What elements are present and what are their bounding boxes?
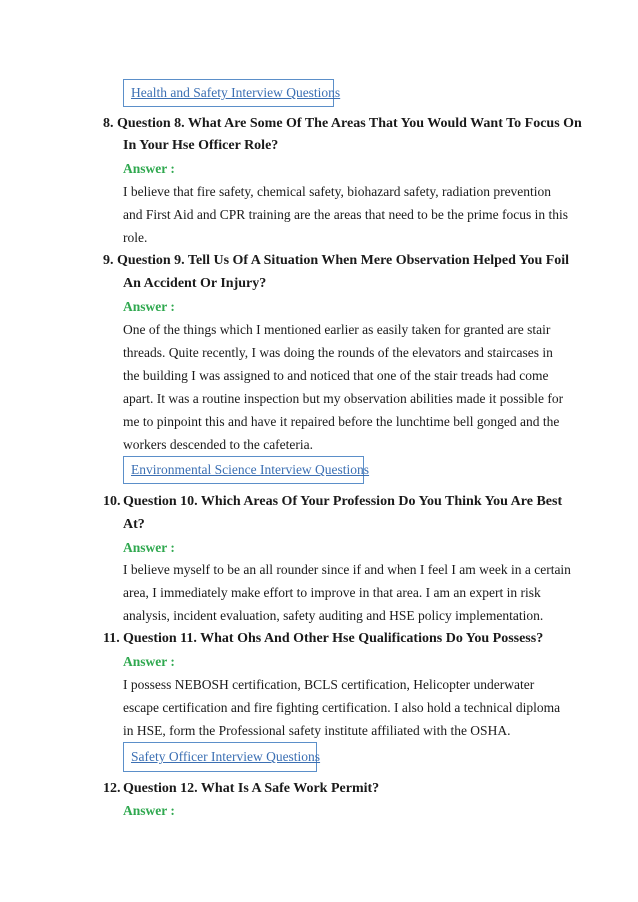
question-number: 12. [103, 781, 121, 796]
answer-text: I believe that fire safety, chemical safety, biohazard safety, radiation prevention [123, 184, 552, 199]
answer-text: apart. It was a routine inspection but my observation abilities made it possible for [123, 391, 564, 406]
answer-text: I believe myself to be an all rounder since if and when I feel I am week in a certain [123, 562, 571, 577]
answer-text: escape certification and fire fighting certification. I also hold a technical diploma [123, 700, 561, 715]
question-number: 10. [103, 494, 121, 509]
answer-label: Answer : [123, 803, 175, 818]
question-title: Question 11. What Ohs And Other Hse Qualifications Do You Possess? [123, 631, 544, 646]
question-title: An Accident Or Injury? [123, 276, 267, 291]
question-title: Question 10. Which Areas Of Your Profession Do You Think You Are Best [123, 494, 563, 509]
question-title: At? [123, 517, 145, 532]
answer-text: in HSE, form the Professional safety institute affiliated with the OSHA. [123, 723, 511, 738]
health-safety-questions-link[interactable]: Health and Safety Interview Questions [123, 79, 334, 107]
question-number: 8. [103, 116, 114, 131]
answer-text: I possess NEBOSH certification, BCLS certification, Helicopter underwater [123, 677, 535, 692]
question-title: Question 12. What Is A Safe Work Permit? [123, 781, 380, 796]
question-title: In Your Hse Officer Role? [123, 138, 279, 153]
answer-text: the building I was assigned to and noticed that one of the stair treads had come [123, 368, 549, 383]
answer-text: and First Aid and CPR training are the areas that need to be the prime focus in this [123, 207, 569, 222]
question-number: 11. [103, 631, 120, 646]
question-title: Question 8. What Are Some Of The Areas That You Would Want To Focus On [117, 116, 582, 131]
question-number: 9. [103, 253, 114, 268]
question-title: Question 9. Tell Us Of A Situation When Mere Observation Helped You Foil [117, 253, 570, 268]
safety-officer-questions-link[interactable]: Safety Officer Interview Questions [123, 742, 317, 772]
environmental-science-questions-link[interactable]: Environmental Science Interview Questions [123, 456, 364, 484]
answer-text: me to pinpoint this and have it repaired before the lunchtime bell gonged and the [123, 414, 560, 429]
answer-label: Answer : [123, 540, 175, 555]
answer-text: One of the things which I mentioned earlier as easily taken for granted are stair [123, 322, 551, 337]
answer-text: threads. Quite recently, I was doing the rounds of the elevators and staircases in [123, 345, 553, 360]
answer-text: workers descended to the cafeteria. [123, 437, 314, 452]
answer-label: Answer : [123, 654, 175, 669]
answer-text: area, I immediately make effort to improve in that area. I am an expert in risk [123, 585, 541, 600]
answer-label: Answer : [123, 161, 175, 176]
answer-label: Answer : [123, 299, 175, 314]
answer-text: role. [123, 230, 148, 245]
answer-text: analysis, incident evaluation, safety auditing and HSE policy implementation. [123, 608, 544, 623]
